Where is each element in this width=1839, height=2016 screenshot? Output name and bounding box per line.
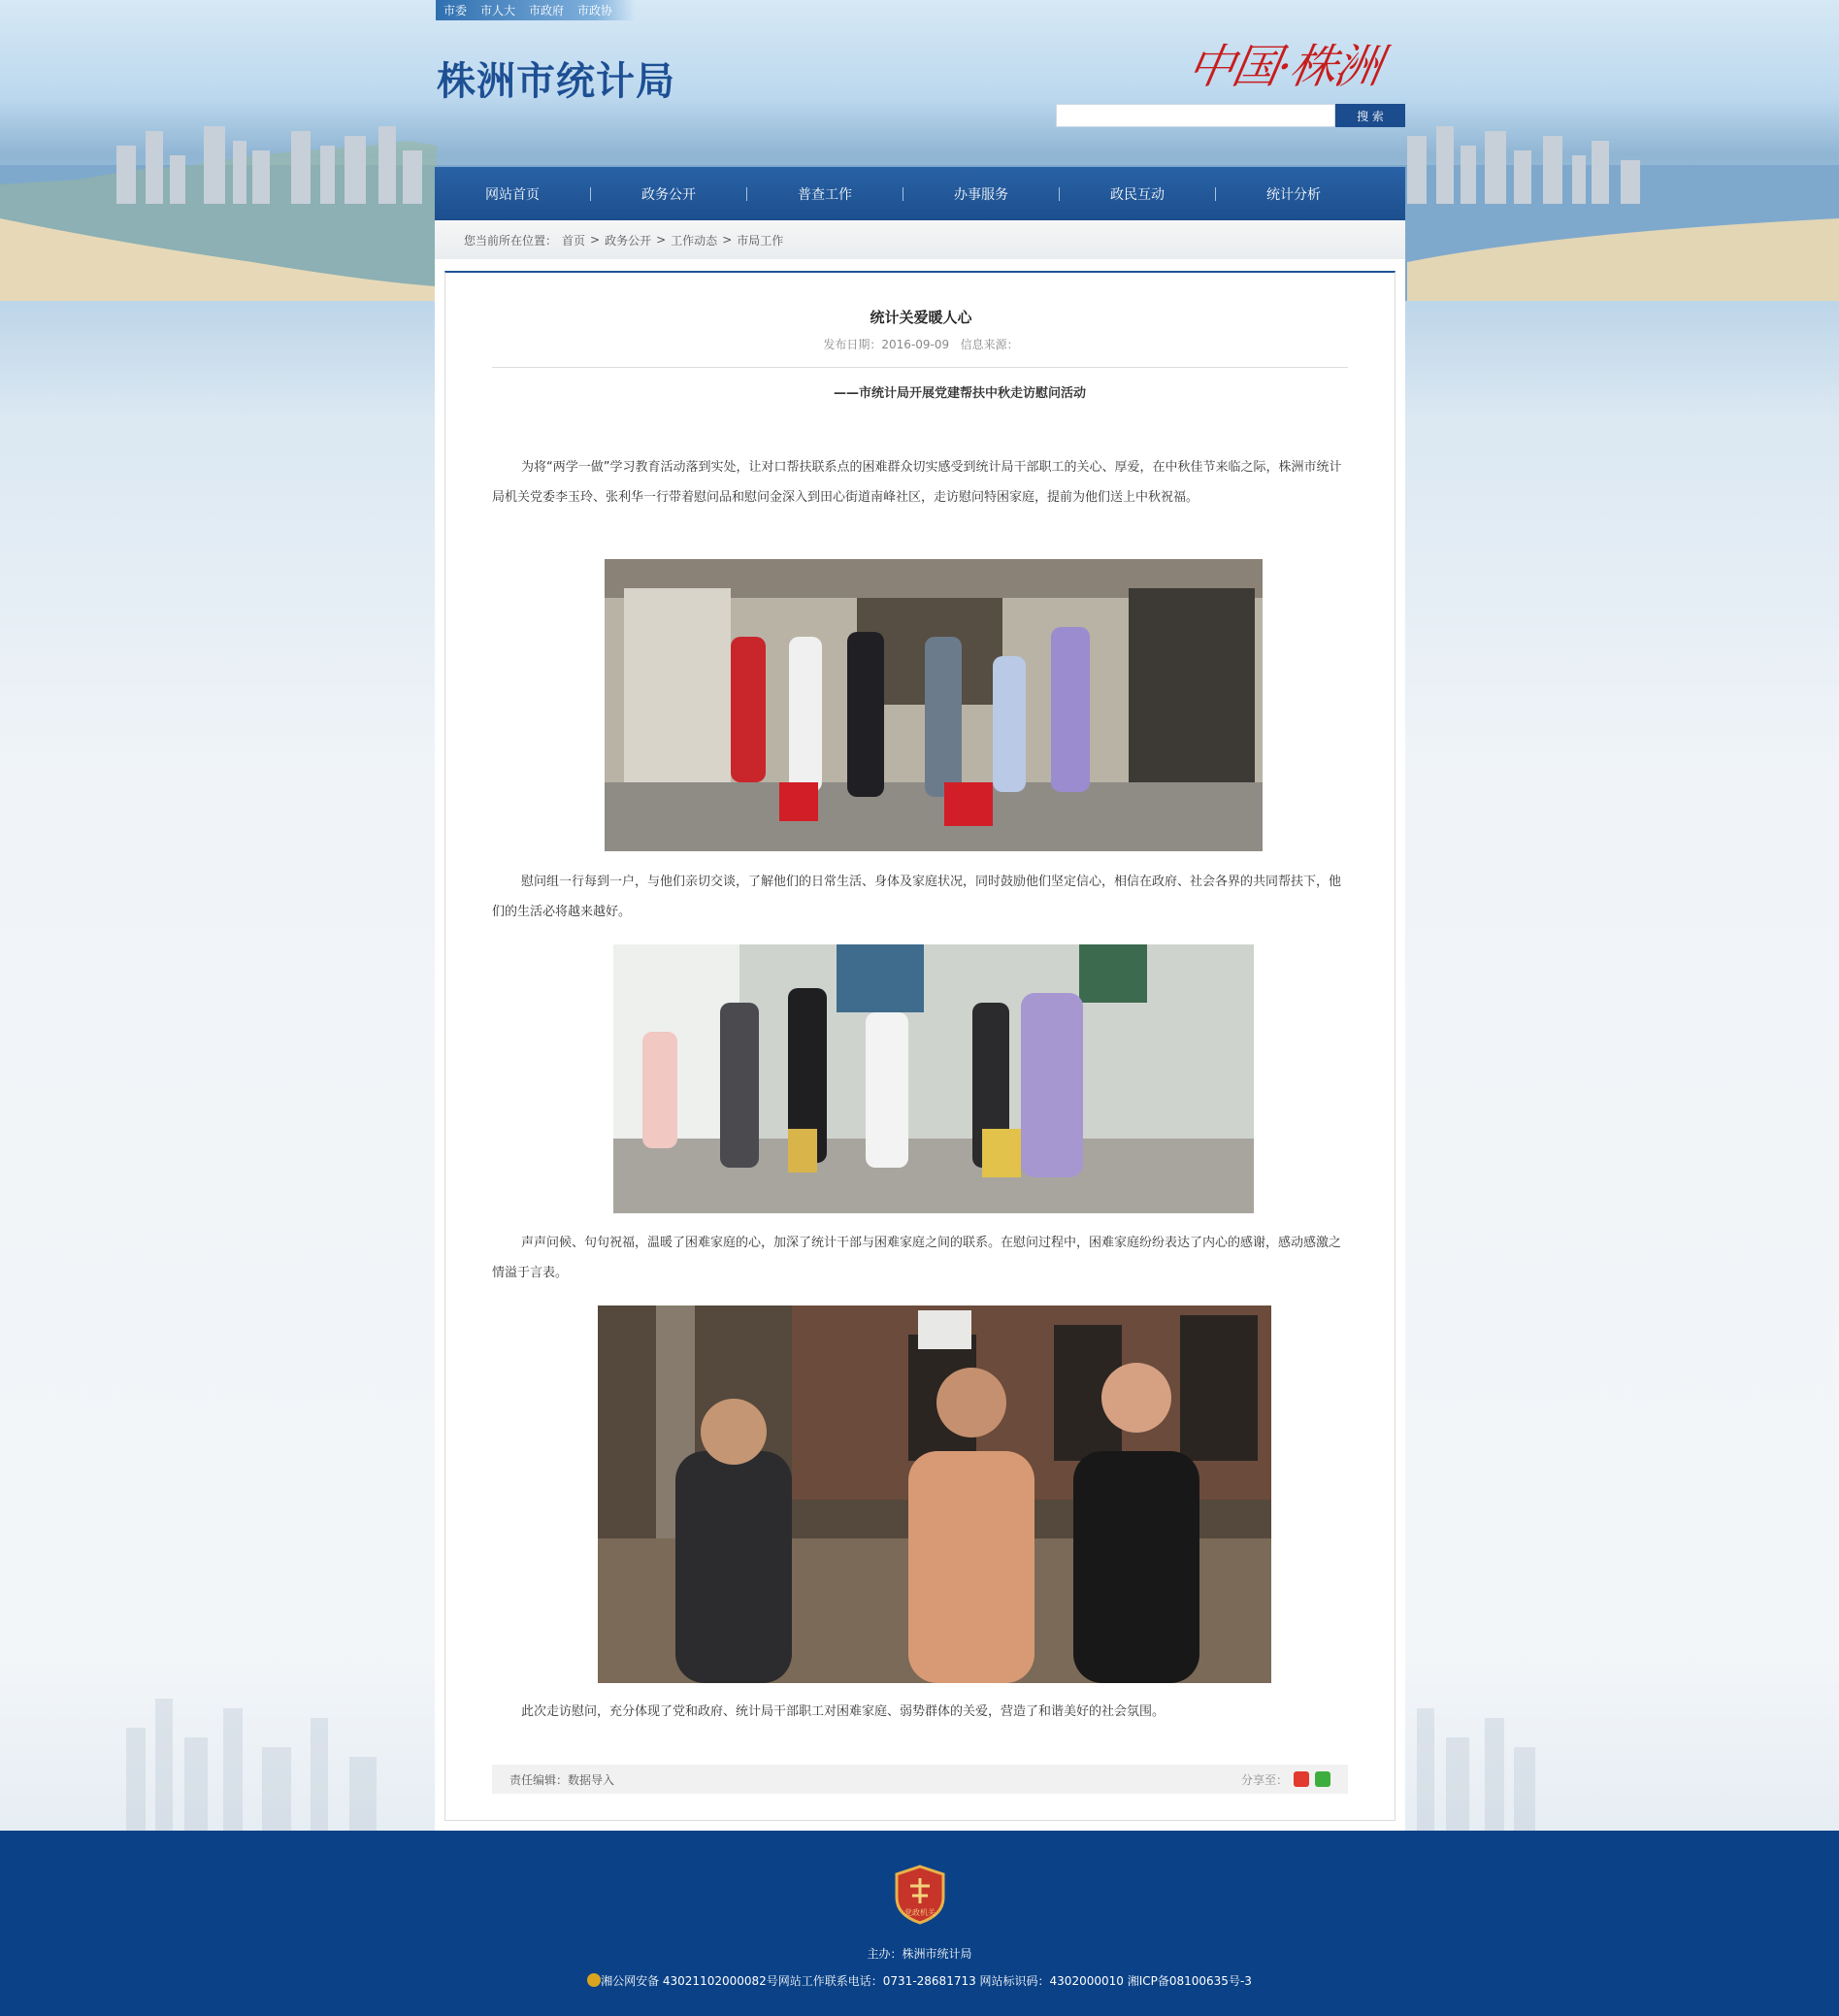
breadcrumb [435,220,1405,259]
top-links-bar [436,0,635,20]
breadcrumb-label: 您当前所在位置： [464,233,558,248]
article-paragraph-2: 慰问组一行每到一户，与他们亲切交谈，了解他们的日常生活、身体及家庭状况，同时鼓励他们坚定信心，相信在政府、社会各界的共同帮扶下，他们的生活必将越来越好。 [492,875,1342,919]
main-nav [435,167,1405,220]
china-zhuzhou-logo: 中国·株洲 [1183,40,1385,94]
meta-divider [492,367,1348,368]
breadcrumb-separator: > [656,233,667,247]
article-card [444,271,1396,1821]
article-meta: 发布日期：2016-09-09 信息来源： [823,338,1019,351]
article-paragraph-3: 声声问候、句句祝福，温暖了困难家庭的心，加深了统计干部与困难家庭之间的联系。在慰问过程中，困难家庭纷纷表达了内心的感谢，感动感激之情溢于言表。 [492,1236,1342,1280]
share-label: 分享至： [1240,1772,1288,1787]
breadcrumb-separator: > [722,233,733,247]
top-link-party[interactable]: 市委 [443,4,468,17]
search-box [1056,104,1405,127]
share-group [1241,1771,1330,1788]
article-photo-1 [605,559,1263,851]
police-badge-icon [587,1973,601,1987]
top-link-congress[interactable]: 市人大 [480,4,516,17]
footer-host: 主办：株洲市统计局 [867,1947,972,1961]
breadcrumb-gov-affairs[interactable]: 政务公开 [605,233,652,248]
nav-home[interactable]: 网站首页 [485,186,540,203]
editor-text: 责任编辑：数据导入 [509,1772,615,1787]
footer-info[interactable]: 湘公网安备 43021102000082号网站工作联系电话：0731-28681713 网站标识码：4302000010 湘ICP备08100635号-3 [601,1974,1252,1988]
party-government-emblem-icon[interactable] [895,1865,945,1925]
nav-census[interactable]: 普查工作 [798,186,852,203]
search-button[interactable]: 搜 索 [1335,104,1405,127]
article-title: 统计关爱暖人心 [870,309,972,326]
article-subtitle: ——市统计局开展党建帮扶中秋走访慰问活动 [833,386,1086,401]
nav-services[interactable]: 办事服务 [954,186,1008,203]
breadcrumb-bureau-work[interactable]: 市局工作 [737,233,784,248]
weibo-share-icon[interactable] [1294,1771,1309,1787]
article-photo-2 [613,944,1254,1213]
search-input[interactable] [1056,104,1335,127]
breadcrumb-home[interactable]: 首页 [562,233,586,248]
content-wrapper [435,259,1405,1831]
emblem-label: 党政机关 [904,1908,936,1917]
breadcrumb-separator: > [590,233,601,247]
top-link-cppcc[interactable]: 市政协 [577,4,613,17]
wechat-share-icon[interactable] [1315,1771,1330,1787]
footer [0,1831,1839,2016]
footer-info-line [0,1972,1839,1989]
nav-interaction[interactable]: 政民互动 [1110,186,1165,203]
article-paragraph-4: 此次走访慰问，充分体现了党和政府、统计局干部职工对困难家庭、弱势群体的关爱，营造了和谐美好的社会氛围。 [521,1704,1166,1719]
editor-bar [492,1765,1348,1794]
site-title[interactable]: 株洲市统计局 [437,59,675,104]
breadcrumb-work-news[interactable]: 工作动态 [671,233,718,248]
article-photo-3 [598,1305,1271,1683]
article-paragraph-1: 为将“两学一做”学习教育活动落到实处，让对口帮扶联系点的困难群众切实感受到统计局干部职工的关心、厚爱，在中秋佳节来临之际，株洲市统计局机关党委李玉玲、张利华一行带着慰问品和慰问金深入到田心街道南峰社区，走访慰问特困家庭，提前为他们送上中秋祝福。 [492,460,1342,505]
nav-gov-affairs[interactable]: 政务公开 [641,186,696,203]
top-link-government[interactable]: 市政府 [529,4,565,17]
nav-statistics[interactable]: 统计分析 [1266,186,1321,203]
